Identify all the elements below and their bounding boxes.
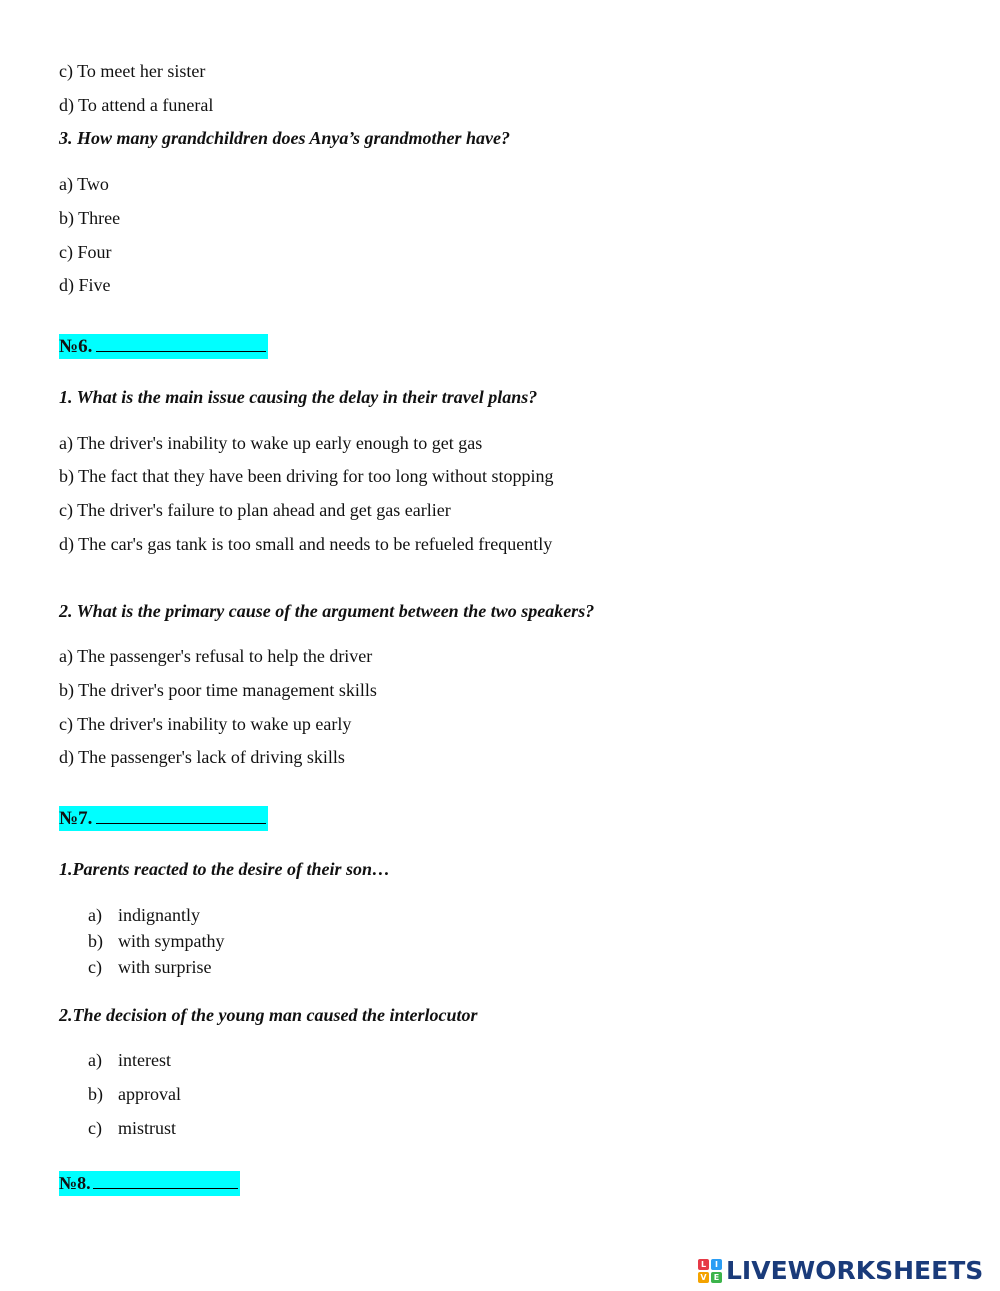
s6-q2-option-a: a) The passenger's refusal to help the driver bbox=[59, 646, 373, 666]
s7-q1-option-b bbox=[88, 930, 225, 952]
section-7-number: №7. bbox=[59, 808, 93, 829]
q3-option-b: b) Three bbox=[59, 208, 121, 228]
section-7-header bbox=[59, 806, 268, 831]
section-8-number: №8. bbox=[59, 1173, 91, 1193]
option-marker: b) bbox=[88, 1084, 103, 1104]
logo-wordmark: LIVEWORKSHEETS bbox=[726, 1256, 984, 1285]
option-d: d) To attend a funeral bbox=[59, 95, 214, 115]
s6-q2-option-c: c) The driver's inability to wake up early bbox=[59, 714, 352, 734]
s7-q2-option-a bbox=[88, 1049, 171, 1071]
s7-q1-option-a bbox=[88, 904, 200, 926]
section-6-answer-blank[interactable] bbox=[96, 334, 266, 352]
logo-tiles bbox=[698, 1259, 722, 1283]
logo-tile-l: L bbox=[698, 1259, 709, 1270]
q3-option-c: c) Four bbox=[59, 242, 112, 262]
option-c: c) To meet her sister bbox=[59, 61, 206, 81]
s7-question-2: 2.The decision of the young man caused the interlocutor bbox=[59, 1005, 478, 1025]
s6-q2-option-b: b) The driver's poor time management skills bbox=[59, 680, 377, 700]
option-text: indignantly bbox=[118, 905, 200, 925]
option-text: with surprise bbox=[118, 957, 212, 977]
option-marker: c) bbox=[88, 1118, 102, 1138]
s6-q2-option-d: d) The passenger's lack of driving skills bbox=[59, 747, 345, 767]
section-8-answer-blank[interactable] bbox=[93, 1171, 238, 1189]
option-text: approval bbox=[118, 1084, 181, 1104]
s7-q2-option-b bbox=[88, 1083, 181, 1105]
s6-q1-option-a: a) The driver's inability to wake up early enough to get gas bbox=[59, 433, 483, 453]
s6-question-1: 1. What is the main issue causing the delay in their travel plans? bbox=[59, 387, 538, 407]
liveworksheets-logo bbox=[698, 1256, 983, 1286]
logo-tile-i: I bbox=[711, 1259, 722, 1270]
s7-question-1: 1.Parents reacted to the desire of their son… bbox=[59, 859, 390, 879]
option-text: mistrust bbox=[118, 1118, 177, 1138]
q3-option-d: d) Five bbox=[59, 275, 111, 295]
option-marker: b) bbox=[88, 931, 103, 951]
option-text: with sympathy bbox=[118, 931, 225, 951]
s6-question-2: 2. What is the primary cause of the argument between the two speakers? bbox=[59, 601, 595, 621]
section-7-answer-blank[interactable] bbox=[96, 806, 266, 824]
option-marker: a) bbox=[88, 1050, 102, 1070]
s7-q2-option-c bbox=[88, 1117, 176, 1139]
s6-q1-option-c: c) The driver's failure to plan ahead and get gas earlier bbox=[59, 500, 451, 520]
s6-q1-option-b: b) The fact that they have been driving for too long without stopping bbox=[59, 466, 554, 486]
s7-q1-option-c bbox=[88, 956, 212, 978]
section-8-header bbox=[59, 1171, 240, 1196]
option-marker: a) bbox=[88, 905, 102, 925]
option-text: interest bbox=[118, 1050, 171, 1070]
question-3: 3. How many grandchildren does Anya’s grandmother have? bbox=[59, 128, 511, 148]
option-marker: c) bbox=[88, 957, 102, 977]
section-6-number: №6. bbox=[59, 336, 93, 357]
section-6-header bbox=[59, 334, 268, 359]
logo-tile-v: V bbox=[698, 1272, 709, 1283]
logo-tile-e: E bbox=[711, 1272, 722, 1283]
s6-q1-option-d: d) The car's gas tank is too small and needs to be refueled frequently bbox=[59, 534, 553, 554]
q3-option-a: a) Two bbox=[59, 174, 109, 194]
